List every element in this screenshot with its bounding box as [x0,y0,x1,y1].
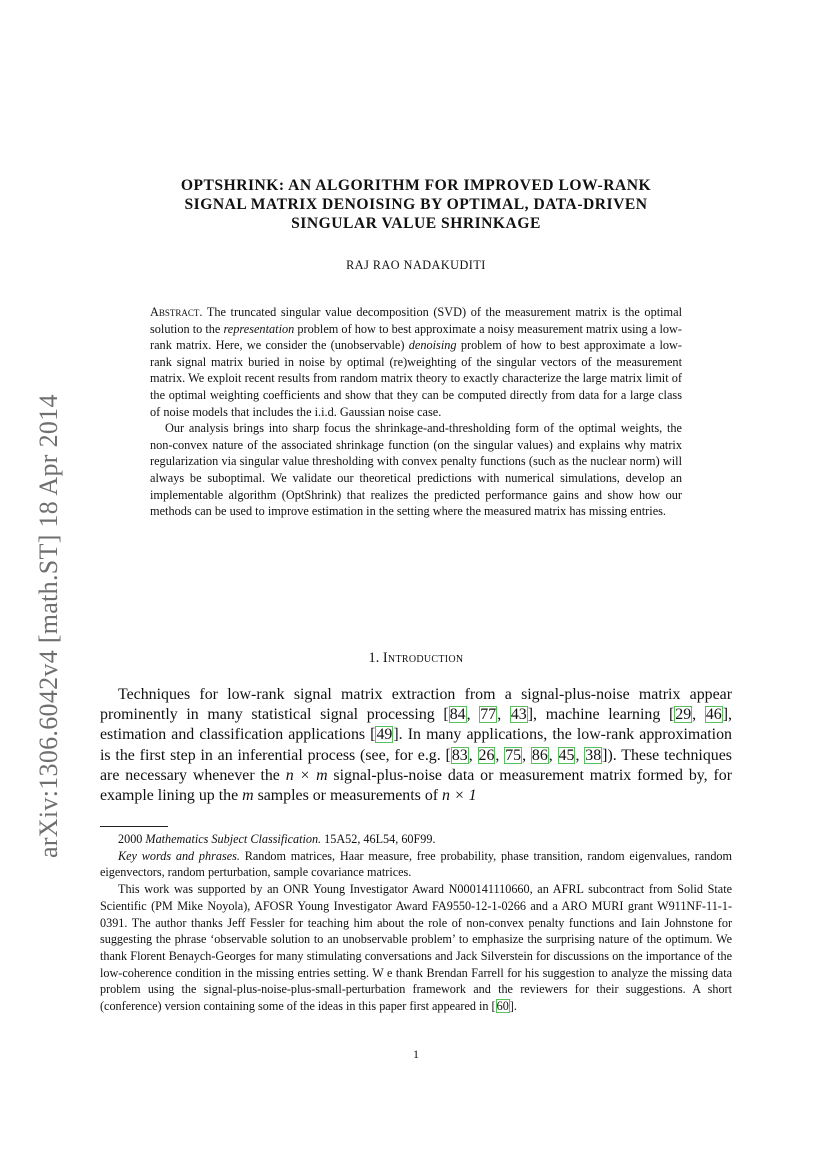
abstract [150,304,682,520]
paper-title [100,176,732,233]
footnote-acknowledgements: This work was supported by an ONR Young Investigator Award N000141110660, an AFRL subcontract from Solid State Scientific (PM Mike Noyola), AFOSR Young Investigator Award FA9550-12-1-0266 and a ARO MURI grant W911NF-11-1-0391. The author thanks Jeff Fessler for teaching him about the role of non-convex penalty functions and Iain Johnstone for suggesting the phrase ‘observable solution to an unobservable problem’ to emphasize the surprising nature of the optimum. We thank Florent Benaych-Georges for many stimulating conversations and Jack Silverstein for discussions on the importance of the low-coherence condition in the missing entries setting. W e thank Brendan Farrell for his suggestion to analyze the missing data problem using the signal-plus-noise-plus-small-perturbation framework and the reviewers for their suggestions. A short (conference) version containing some of the ideas in this paper first appeared in [60]. [100,882,732,1014]
math-expression: n × m [285,766,328,784]
citation-link[interactable]: 60 [496,999,509,1014]
section-title: Introduction [382,650,464,666]
emphasis: denoising [408,338,457,353]
citation-link[interactable]: 84 [449,706,466,724]
footnote-divider [100,826,168,827]
author-name: RAJ RAO NADAKUDITI [346,258,486,272]
footnote-msc: 2000 Mathematics Subject Classification. 15A52, 46L54, 60F99. [118,832,436,846]
page-number: 1 [413,1047,419,1061]
title-line: SIGNAL MATRIX DENOISING BY OPTIMAL, DATA-DRIVEN [184,196,648,213]
citation-link[interactable]: 75 [505,746,522,764]
citation-link[interactable]: 77 [480,706,497,724]
abstract-paragraph-1: Abstract. The truncated singular value decomposition (SVD) of the measurement matrix is the optimal solution to the representation problem of how to best approximate a noisy measurement matrix using a low-rank matrix. Here, we consider the (unobservable) denoising problem of how to best approximate a low-rank signal matrix buried in noise by optimal (re)weighting of the singular vectors of the measurement matrix. We exploit recent results from random matrix theory to exactly characterize the large matrix limit of the optimal weighting coefficients and show that they can be computed directly from data for a large class of noise models that includes the i.i.d. Gaussian noise case. [150,305,683,419]
abstract-paragraph-2: Our analysis brings into sharp focus the shrinkage-and-thresholding form of the optimal weights, the non-convex nature of the associated shrinkage function (on the singular values) and explains why matrix regularization via singular value thresholding with convex penalty functions (such as the nuclear norm) will always be suboptimal. We validate our theoretical predictions with numerical simulations, develop an implementable algorithm (OptShrink) that realizes the predicted performance gains and show how our methods can be used to improve estimation in the setting where the measured matrix has missing entries. [150,421,682,519]
abstract-label: Abstract. [150,305,203,319]
math-expression: n × 1 [442,787,477,805]
title-line: OPTSHRINK: AN ALGORITHM FOR IMPROVED LOW-RANK [180,177,652,194]
citation-link[interactable]: 83 [451,746,468,764]
citation-link[interactable]: 49 [376,726,393,744]
citation-link[interactable]: 26 [478,746,495,764]
title-line: SINGULAR VALUE SHRINKAGE [291,215,541,232]
emphasis: representation [223,321,295,336]
section-heading [100,650,732,667]
introduction-paragraph: Techniques for low-rank signal matrix extraction from a signal-plus-noise matrix appear prominently in many statistical signal processing [84, 77, 43], machine learning [29, 46], estimation and classification applications [49]. In many applications, the low-rank approximation is the first step in an inferential process (see, for e.g. [83, 26, 75, 86, 45, 38]). These techniques are necessary whenever the n × m signal-plus-noise data or measurement matrix formed by, for example lining up the m samples or measurements of n × 1 [100,686,733,805]
footnotes [100,831,732,1015]
citation-link[interactable]: 29 [675,706,692,724]
citation-link[interactable]: 86 [531,746,548,764]
citation-link[interactable]: 45 [558,746,575,764]
citation-link[interactable]: 43 [510,706,527,724]
section-number: 1. [368,650,380,666]
math-expression: m [242,787,254,805]
footnote-keywords: Key words and phrases. Random matrices, Haar measure, free probability, phase transition, random eigenvalues, random eigenvectors, random perturbation, sample covariance matrices. [100,848,733,880]
arxiv-identifier-stamp: arXiv:1306.6042v4 [math.ST] 18 Apr 2014 [34,394,63,858]
citation-link[interactable]: 46 [705,706,722,724]
citation-link[interactable]: 38 [585,746,602,764]
